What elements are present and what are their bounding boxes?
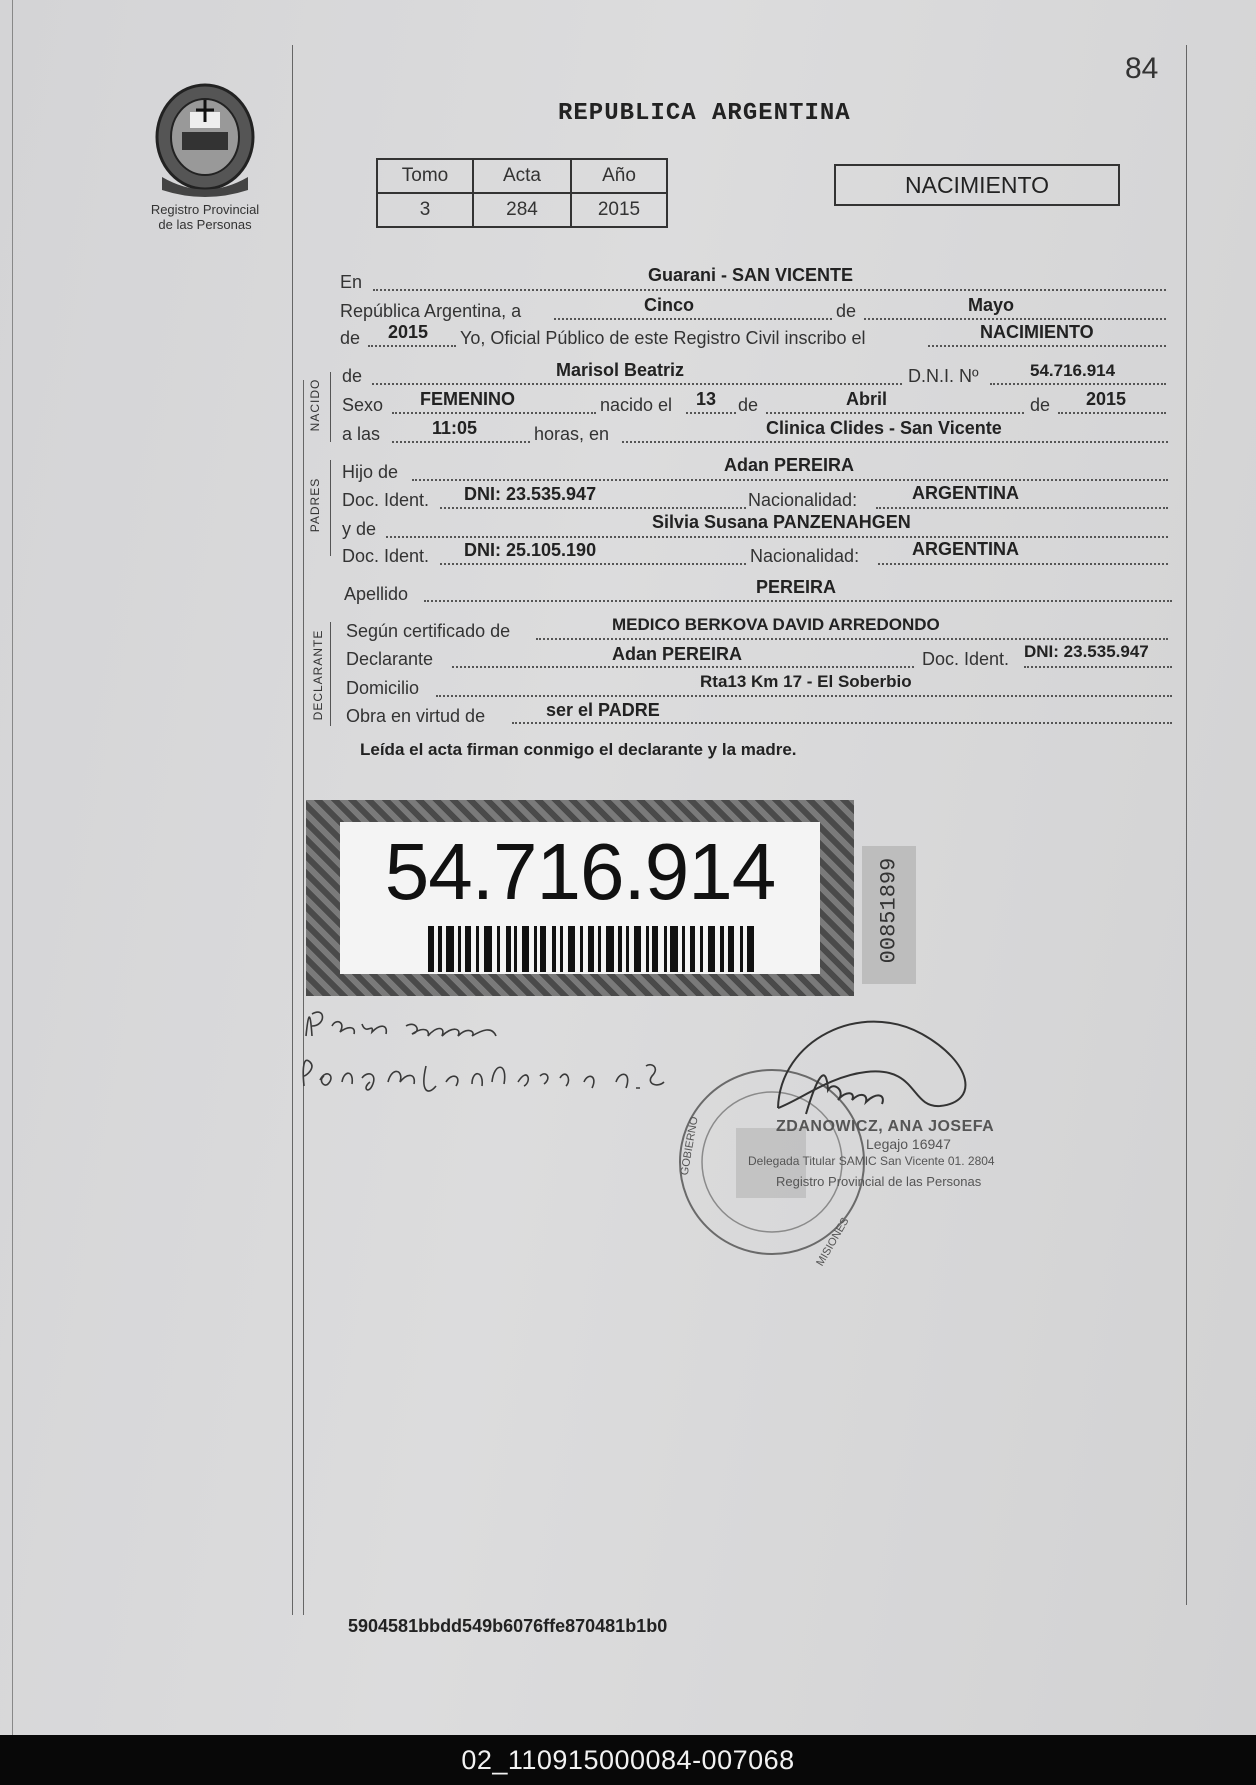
apellido-value: PEREIRA xyxy=(756,577,837,597)
acta-table-header-row xyxy=(377,159,667,193)
acta-value: 284 xyxy=(473,193,571,227)
y-de-label: y de xyxy=(342,519,377,539)
provincia-seal-logo xyxy=(150,82,260,202)
declarante-bracket xyxy=(330,622,335,726)
a-las-label: a las xyxy=(342,424,381,444)
tipo-dots xyxy=(928,345,1166,347)
domicilio-value: Rta13 Km 17 - El Soberbio xyxy=(700,672,912,691)
padre-doc-dots xyxy=(440,507,746,509)
domicilio-dots xyxy=(436,695,1172,697)
madre-doc-value: DNI: 25.105.190 xyxy=(464,540,597,560)
padre-dots xyxy=(412,479,1168,481)
dia-value: Cinco xyxy=(644,295,695,315)
en-dots xyxy=(373,289,1166,291)
madre-nac-dots xyxy=(878,563,1168,565)
page-title: REPUBLICA ARGENTINA xyxy=(558,100,851,127)
sexo-label: Sexo xyxy=(342,395,384,415)
mes-value: Mayo xyxy=(968,295,1015,315)
horas-en-label: horas, en xyxy=(534,424,610,444)
nac-de-label: de xyxy=(738,395,759,415)
lugar-nac-dots xyxy=(622,441,1168,443)
stamp-cargo: Delegada Titular SAMIC San Vicente 01. 2804 xyxy=(748,1154,995,1168)
dni-label: D.N.I. Nº xyxy=(908,366,979,386)
dia-dots xyxy=(554,318,832,320)
barcode xyxy=(428,926,754,972)
republica-label: República Argentina, a xyxy=(340,301,522,321)
nac-dia-dots xyxy=(686,412,736,414)
obra-label: Obra en virtud de xyxy=(346,706,486,726)
declarante-section-label: DECLARANTE xyxy=(311,629,325,721)
right-margin-line xyxy=(1186,45,1187,1605)
stamp-legajo: Legajo 16947 xyxy=(866,1136,951,1152)
padre-doc-label: Doc. Ident. xyxy=(342,490,430,510)
obra-dots xyxy=(512,722,1172,724)
leida-statement: Leída el acta firman conmigo el declarante y la madre. xyxy=(360,740,797,759)
sticker-label xyxy=(340,822,820,974)
nac-anio-value: 2015 xyxy=(1086,389,1127,409)
madre-doc-dots xyxy=(440,563,746,565)
registro-line-2: de las Personas xyxy=(158,217,252,232)
sexo-dots xyxy=(392,412,596,414)
padre-nac-value: ARGENTINA xyxy=(912,483,1019,503)
declarante-doc-label: Doc. Ident. xyxy=(922,649,1010,669)
nacido-el-label: nacido el xyxy=(600,395,673,415)
registro-line-1: Registro Provincial xyxy=(150,202,260,217)
declarante-value: Adan PEREIRA xyxy=(612,644,743,664)
hora-dots xyxy=(392,441,530,443)
apellido-dots xyxy=(424,600,1172,602)
de-label: de xyxy=(836,301,857,321)
madre-dots xyxy=(386,536,1168,538)
tomo-header: Tomo xyxy=(377,159,473,193)
padres-section-label: PADRES xyxy=(308,477,322,533)
madre-nac-value: ARGENTINA xyxy=(912,539,1019,559)
handwritten-signatures xyxy=(296,996,716,1096)
madre-doc-label: Doc. Ident. xyxy=(342,546,430,566)
left-edge-shadow xyxy=(12,0,13,1735)
footer-code: 02_110915000084-007068 xyxy=(461,1745,795,1775)
declarante-dots xyxy=(452,666,914,668)
nac-de2-label: de xyxy=(1030,395,1051,415)
padres-bracket xyxy=(330,460,335,556)
dni-sticker xyxy=(306,800,854,996)
acta-reference-table xyxy=(376,158,668,228)
nombre-dots xyxy=(372,383,902,385)
de2-label: de xyxy=(340,328,361,348)
nacido-de-label: de xyxy=(342,366,363,386)
nac-anio-dots xyxy=(1058,412,1166,414)
sticker-number: 54.716.914 xyxy=(384,827,776,916)
nombre-value: Marisol Beatriz xyxy=(556,360,685,380)
yo-label: Yo, Oficial Público de este Registro Civil inscribo el xyxy=(460,328,866,348)
lugar-nac-value: Clinica Clides - San Vicente xyxy=(766,418,1002,438)
acta-type-box: NACIMIENTO xyxy=(834,164,1120,206)
dni-dots xyxy=(990,383,1166,385)
acta-table-value-row xyxy=(377,193,667,227)
declarante-doc-value: DNI: 23.535.947 xyxy=(1024,642,1149,661)
anio-value: 2015 xyxy=(388,322,429,342)
tipo-value: NACIMIENTO xyxy=(980,322,1094,342)
obra-value: ser el PADRE xyxy=(546,700,660,720)
footer-bar xyxy=(0,1735,1256,1785)
page-number: 84 xyxy=(1125,52,1159,85)
nac-mes-value: Abril xyxy=(846,389,888,409)
hora-value: 11:05 xyxy=(432,418,478,438)
domicilio-label: Domicilio xyxy=(346,678,420,698)
sexo-value: FEMENINO xyxy=(420,389,516,409)
certificado-label: Según certificado de xyxy=(346,621,511,641)
anio-value: 2015 xyxy=(571,193,667,227)
dni-value: 54.716.914 xyxy=(1030,361,1116,380)
padre-nac-dots xyxy=(876,507,1168,509)
certificado-value: MEDICO BERKOVA DAVID ARREDONDO xyxy=(612,615,940,634)
lugar-value: Guarani - SAN VICENTE xyxy=(648,265,854,285)
certificado-dots xyxy=(536,638,1168,640)
nac-dia-value: 13 xyxy=(696,389,717,409)
en-label: En xyxy=(340,272,363,292)
hijo-de-label: Hijo de xyxy=(342,462,399,482)
padre-doc-value: DNI: 23.535.947 xyxy=(464,484,597,504)
nac-mes-dots xyxy=(766,412,1024,414)
nacido-bracket xyxy=(330,372,335,442)
madre-nac-label: Nacionalidad: xyxy=(750,546,860,566)
sticker-serial: 00851899 xyxy=(876,857,902,964)
stamp-registro: Registro Provincial de las Personas xyxy=(776,1174,982,1189)
left-margin-line xyxy=(292,45,293,1615)
tomo-value: 3 xyxy=(377,193,473,227)
serial-tab xyxy=(862,846,916,984)
madre-value: Silvia Susana PANZENAHGEN xyxy=(652,512,911,532)
stamp-name: ZDANOWICZ, ANA JOSEFA xyxy=(776,1118,995,1135)
stamp-ring-left: GOBIERNO xyxy=(678,1115,701,1177)
official-stamp xyxy=(670,1000,1050,1300)
nacido-section-label: NACIDO xyxy=(308,378,322,432)
acta-header: Acta xyxy=(473,159,571,193)
padre-value: Adan PEREIRA xyxy=(724,455,855,475)
mes-dots xyxy=(864,318,1166,320)
declarante-doc-dots xyxy=(1024,666,1172,668)
document-hash: 5904581bbdd549b6076ffe870481b1b0 xyxy=(348,1616,668,1636)
anio-dots xyxy=(368,345,456,347)
anio-header: Año xyxy=(571,159,667,193)
registro-label xyxy=(130,202,280,232)
apellido-label: Apellido xyxy=(344,584,409,604)
declarante-label: Declarante xyxy=(346,649,434,669)
padre-nac-label: Nacionalidad: xyxy=(748,490,858,510)
stamp-ring-right: MISIONES xyxy=(814,1215,852,1269)
